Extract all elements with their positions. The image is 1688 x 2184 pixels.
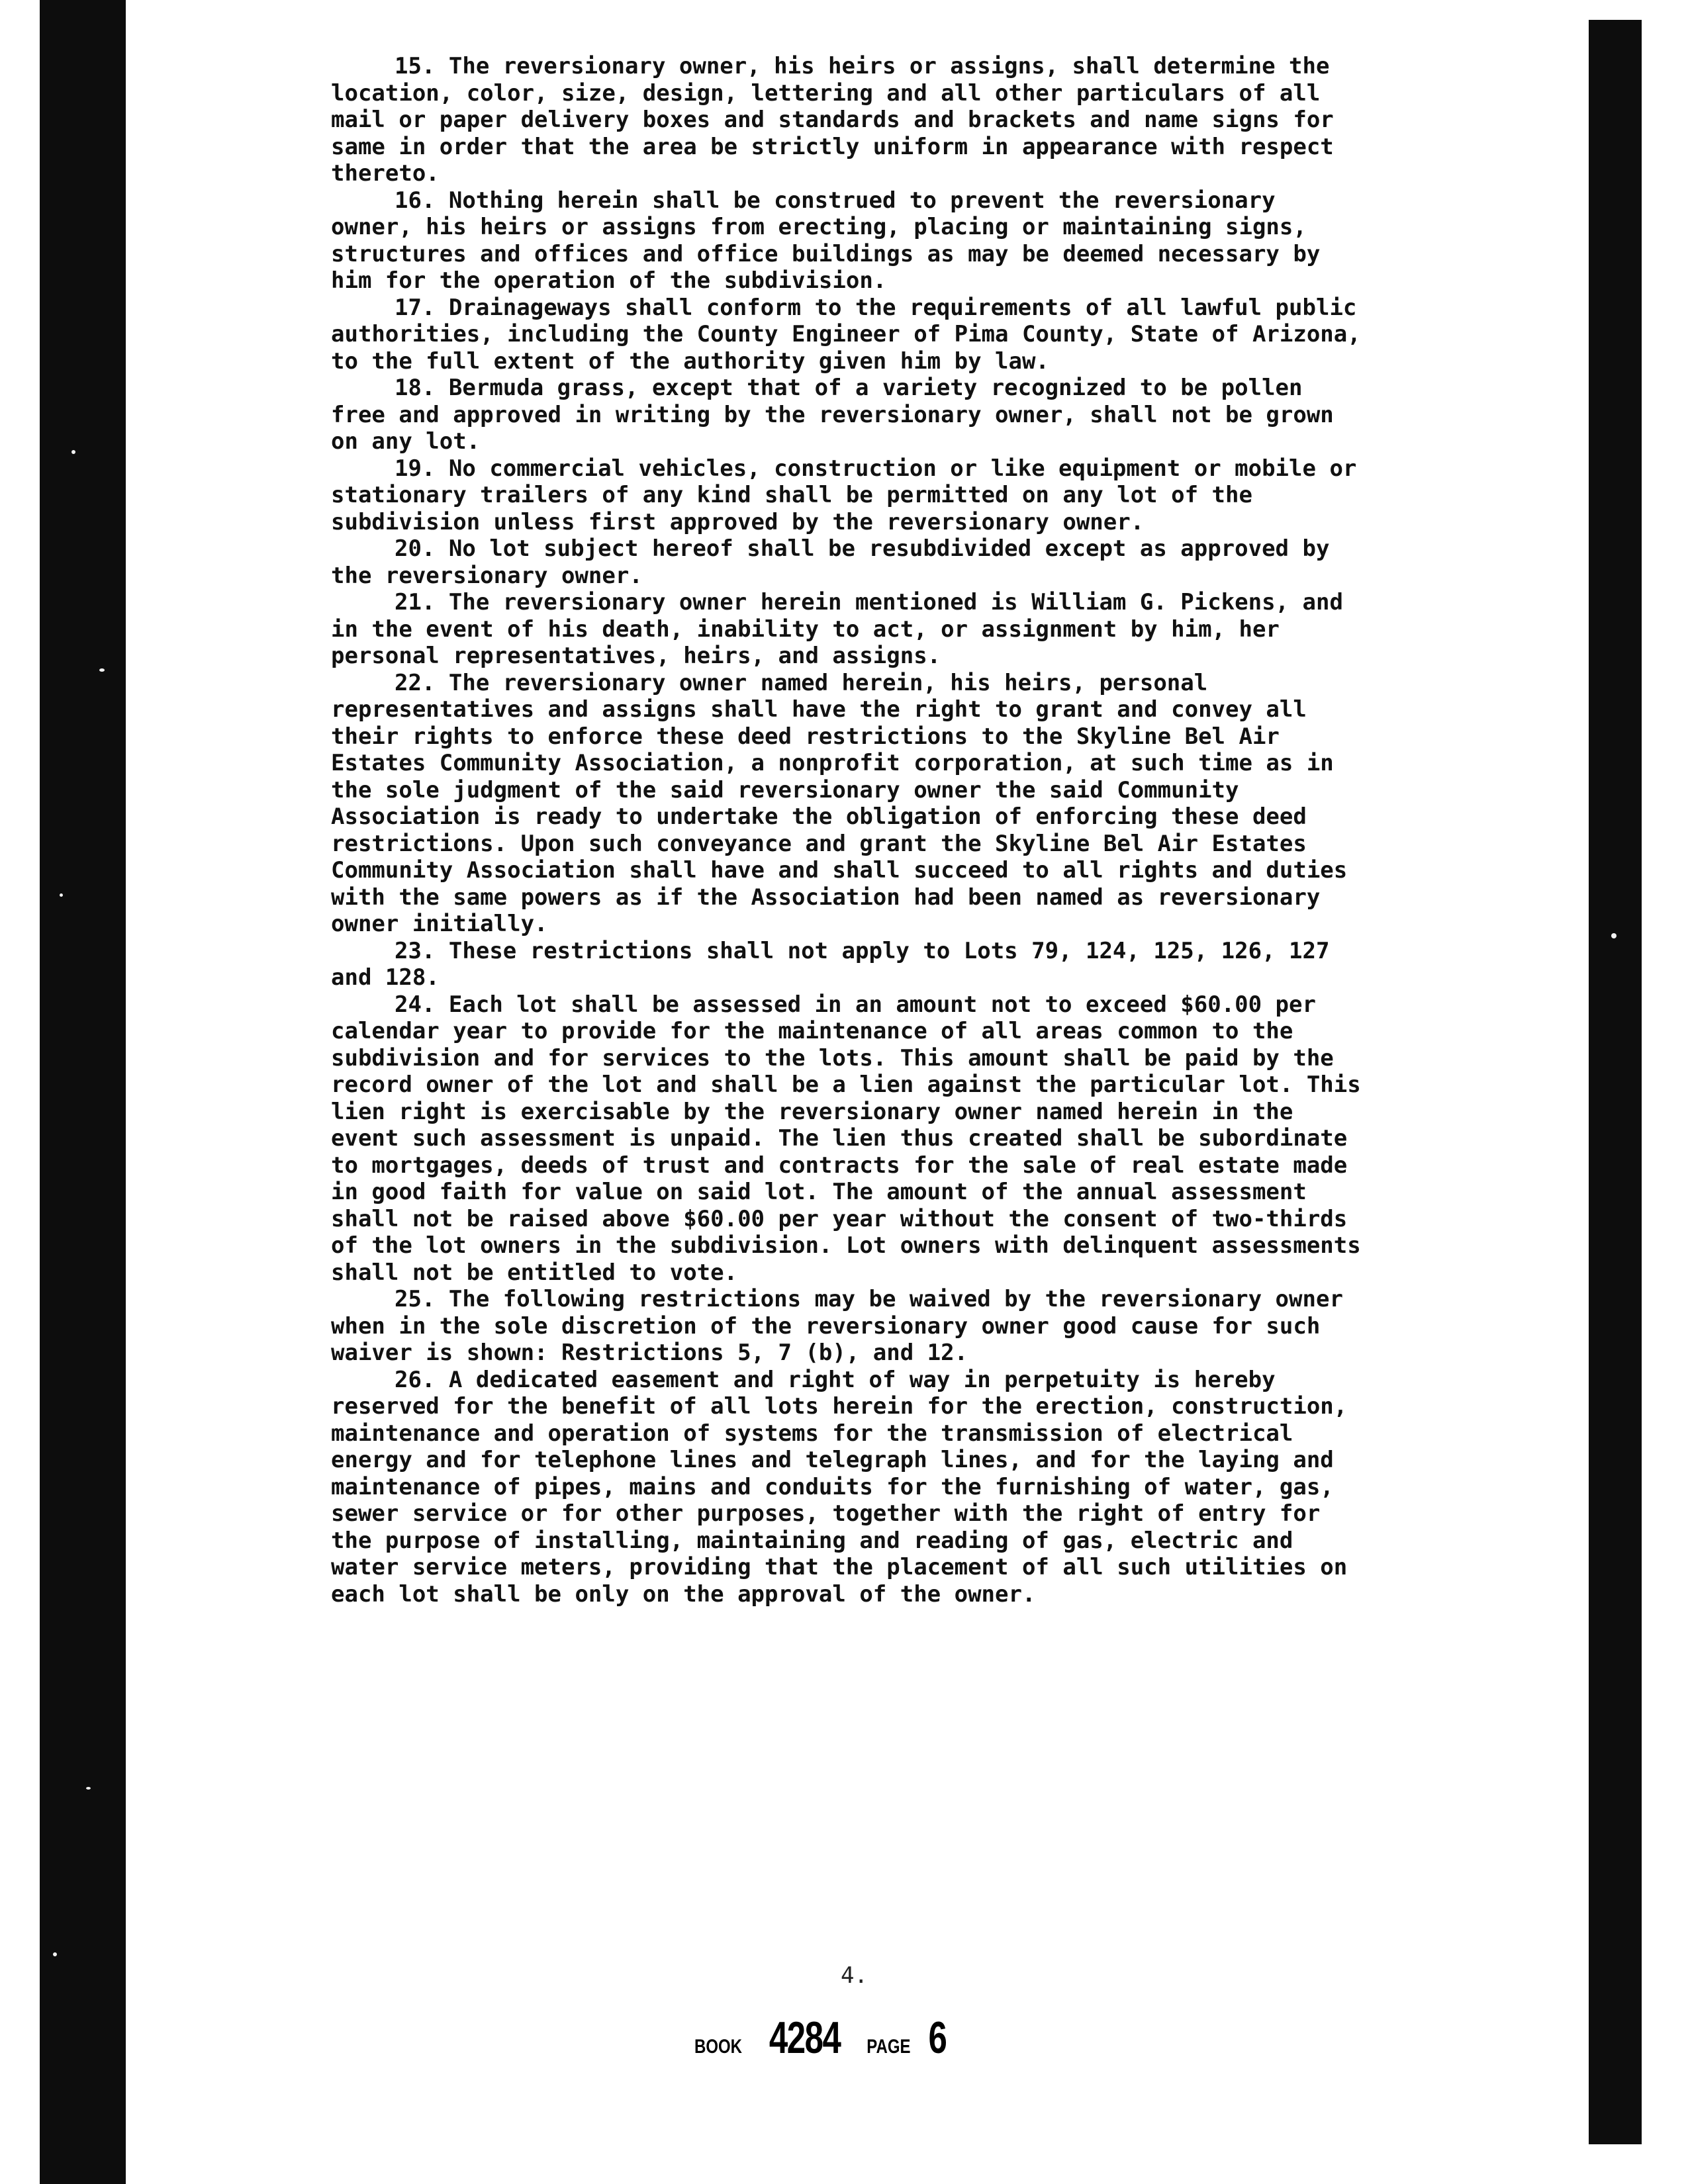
- paragraph-text: The reversionary owner, his heirs or assigns, shall determine the location, color, size, design, lettering and all other particulars of all mail or paper delivery boxes and standards and brackets and name signs for same in order that the area be strictly uniform in appearance with respect thereto.: [331, 53, 1334, 187]
- book-page-stamp: [688, 2012, 949, 2064]
- paragraph-number: 18.: [395, 375, 436, 401]
- document-body: [331, 53, 1364, 1608]
- page-label: PAGE: [867, 2036, 911, 2058]
- scan-speck: [71, 450, 75, 454]
- paragraph-number: 17.: [395, 294, 436, 321]
- scan-speck: [1611, 933, 1617, 938]
- paragraph-text: Nothing herein shall be construed to prevent the reversionary owner, his heirs or assigns from erecting, placing or maintaining signs, structures and offices and office buildings as may be deemed necessary by him for the operation of the subdivision.: [331, 187, 1321, 294]
- restriction-21: [331, 589, 1364, 670]
- restriction-17: [331, 295, 1364, 375]
- paragraph-text: No lot subject hereof shall be resubdivided except as approved by the reversionary owner.: [331, 535, 1330, 589]
- paragraph-text: The following restrictions may be waived by the reversionary owner when in the sole discretion of the reversionary owner good cause for such waiver is shown: Restrictions 5, 7 (b), and 12.: [331, 1286, 1343, 1366]
- paragraph-text: Bermuda grass, except that of a variety recognized to be pollen free and approved in writing by the reversionary owner, shall not be grown on any lot.: [331, 375, 1334, 455]
- restriction-15: [331, 53, 1364, 187]
- paragraph-text: The reversionary owner named herein, his heirs, personal representatives and assigns shall have the right to grant and convey all their rights to enforce these deed restrictions to the Skyline Bel Air Estates Community Association, a nonprofit corporation, at such time as in the sole judgment of the said reversionary owner the said Community Association is ready to undertake the obligation of enforcing these deed restrictions. Upon such conveyance and grant the Skyline Bel Air Estates Community Association shall have and shall succeed to all rights and duties with the same powers as if the Association had been named as reversionary owner initially.: [331, 669, 1348, 937]
- page-number: 4.: [841, 1962, 868, 1989]
- paragraph-text: No commercial vehicles, construction or like equipment or mobile or stationary trailers of any kind shall be permitted on any lot of the subdivision unless first approved by the reversionary owner.: [331, 455, 1357, 535]
- book-label: BOOK: [694, 2036, 742, 2058]
- paragraph-number: 23.: [395, 937, 436, 964]
- scan-speck: [99, 668, 105, 672]
- paragraph-number: 22.: [395, 669, 436, 696]
- restriction-20: [331, 535, 1364, 589]
- paragraph-text: A dedicated easement and right of way in perpetuity is hereby reserved for the benefit of all lots herein for the erection, construction, maintenance and operation of systems for the transmission of electrical energy and for telephone lines and telegraph lines, and for the laying and maintenance of pipes, mains and conduits for the furnishing of water, gas, sewer service or for other purposes, together with the right of entry for the purpose of installing, maintaining and reading of gas, electric and water service meters, providing that the placement of all such utilities on each lot shall be only on the approval of the owner.: [331, 1366, 1348, 1608]
- restriction-22: [331, 670, 1364, 938]
- paragraph-text: These restrictions shall not apply to Lots 79, 124, 125, 126, 127 and 128.: [331, 937, 1330, 991]
- paragraph-number: 25.: [395, 1286, 436, 1312]
- restriction-19: [331, 455, 1364, 536]
- paragraph-number: 21.: [395, 589, 436, 615]
- scan-edge-left: [40, 0, 126, 2184]
- book-number: 4284: [769, 2013, 841, 2063]
- restriction-18: [331, 375, 1364, 455]
- paragraph-text: The reversionary owner herein mentioned is William G. Pickens, and in the event of his death, inability to act, or assignment by him, her personal representatives, heirs, and assigns.: [331, 589, 1343, 669]
- restriction-25: [331, 1286, 1364, 1367]
- restriction-26: [331, 1367, 1364, 1608]
- page-value: 6: [928, 2013, 947, 2063]
- paragraph-number: 15.: [395, 53, 436, 79]
- paragraph-number: 16.: [395, 187, 436, 214]
- paragraph-number: 26.: [395, 1366, 436, 1393]
- restriction-16: [331, 187, 1364, 295]
- paragraph-number: 19.: [395, 455, 436, 482]
- restriction-23: [331, 938, 1364, 991]
- scan-speck: [53, 1952, 57, 1956]
- paragraph-text: Drainageways shall conform to the requirements of all lawful public authorities, including the County Engineer of Pima County, State of Arizona, to the full extent of the authority given him by law.: [331, 294, 1361, 375]
- scan-edge-right: [1589, 20, 1642, 2144]
- paragraph-number: 24.: [395, 991, 436, 1018]
- paragraph-text: Each lot shall be assessed in an amount not to exceed $60.00 per calendar year to provide for the maintenance of all areas common to the subdivision and for services to the lots. This amount shall be paid by the record owner of the lot and shall be a lien against the particular lot. This lien right is exercisable by the reversionary owner named herein in the event such assessment is unpaid. The lien thus created shall be subordinate to mortgages, deeds of trust and contracts for the sale of real estate made in good faith for value on said lot. The amount of the annual assessment shall not be raised above $60.00 per year without the consent of two-thirds of the lot owners in the subdivision. Lot owners with delinquent assessments shall not be entitled to vote.: [331, 991, 1361, 1286]
- scan-speck: [86, 1787, 91, 1790]
- scan-speck: [60, 893, 63, 897]
- restriction-24: [331, 991, 1364, 1287]
- paragraph-number: 20.: [395, 535, 436, 562]
